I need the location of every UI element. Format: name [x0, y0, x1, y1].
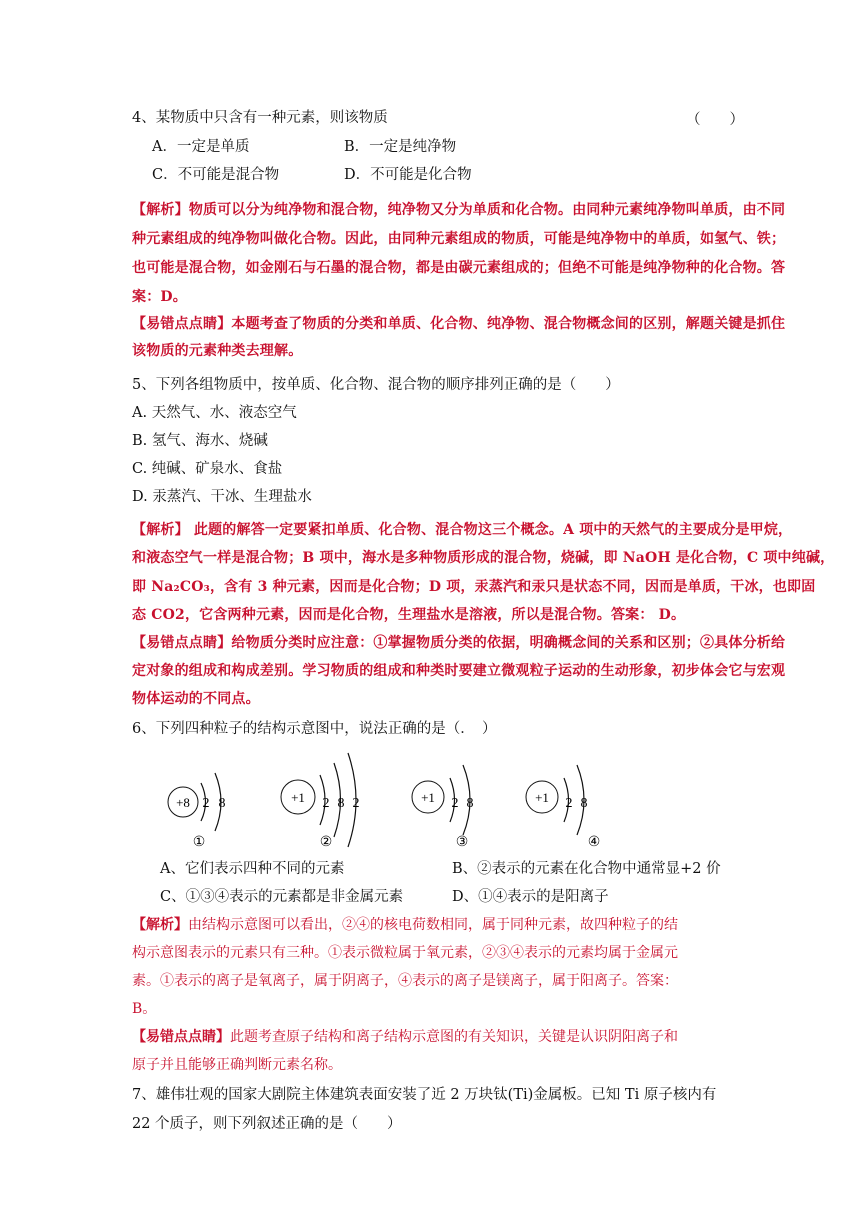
q4-analysis-line-2: 种元素组成的纯净物叫做化合物。因此，由同种元素组成的物质，可能是纯净物中的单质，如氢气、铁； [132, 231, 786, 247]
q5-analysis-line-2: 和液态空气一样是混合物；B 项中，海水是多种物质形成的混合物，烧碱，即 NaOH 是化合物，C 项中纯碱， [132, 550, 835, 566]
nucleus-charge-2: +1 [291, 790, 305, 805]
q5-analysis-line-3: 即 Na₂CO₃，含有 3 种元素，因而是化合物；D 项，汞蒸汽和汞只是状态不同，因而是单质，干冰，也即固 [132, 579, 816, 595]
q5-analysis-tag: 【解析】 [132, 522, 189, 538]
shell-count-2a: 2 [322, 796, 330, 811]
shell-count-2b: 8 [337, 796, 345, 811]
q4-analysis-line-4: 案：D。 [132, 289, 187, 305]
q5-analysis-line-4: 态 CO2，它含两种元素，因而是化合物，生理盐水是溶液，所以是混合物。答案： D。 [132, 607, 686, 623]
q5-tip-tag: 【易错点点睛】 [132, 635, 232, 651]
q6-option-b: B、②表示的元素在化合物中通常显+2 价 [452, 861, 721, 877]
q4-option-c: C．不可能是混合物 [152, 167, 280, 183]
q4-answer-paren: （ ） [686, 112, 744, 128]
q5-analysis-text-1: 此题的解答一定要紧扣单质、化合物、混合物这三个概念。A 项中的天然气的主要成分是甲烷， [188, 522, 793, 538]
diagram-label-1: ① [192, 835, 206, 850]
atom-diagram-2 [281, 753, 360, 850]
q6-analysis-text-1: 由结构示意图可以看出，②④的核电荷数相同，属于同种元素，故四种粒子的结 [188, 917, 678, 933]
q5-option-c: C. 纯碱、矿泉水、食盐 [132, 461, 283, 477]
diagram-label-3: ③ [455, 835, 469, 850]
q5-option-b: B. 氢气、海水、烧碱 [132, 433, 268, 449]
shell-count-1a: 2 [202, 796, 210, 811]
q4-analysis-tag: 【解析】 [132, 202, 189, 218]
q6-option-c: C、①③④表示的元素都是非金属元素 [160, 889, 404, 905]
q6-option-a: A、它们表示四种不同的元素 [160, 861, 345, 877]
q4-tip-tag: 【易错点点睛】 [132, 316, 232, 332]
shell-count-4a: 2 [565, 796, 573, 811]
nucleus-charge-4: +1 [535, 790, 549, 805]
q6-analysis-line-4: B。 [132, 1001, 157, 1017]
q6-tip-text-1: 此题考查原子结构和离子结构示意图的有关知识，关键是认识阴阳离子和 [230, 1029, 678, 1045]
atom-diagram-3 [412, 765, 474, 850]
q5-tip-line-2: 定对象的组成和构成差别。学习物质的组成和种类时要建立微观粒子运动的生动形象，初步体会它与宏观 [132, 663, 786, 679]
q7-stem-line-2: 22 个质子，则下列叙述正确的是（ ） [132, 1116, 402, 1132]
q5-tip-text-1: 给物质分类时应注意：①掌握物质分类的依据，明确概念间的关系和区别；②具体分析给 [231, 635, 786, 651]
q5-stem: 5、下列各组物质中，按单质、化合物、混合物的顺序排列正确的是（ ） [132, 377, 620, 393]
shell-count-1b: 8 [218, 796, 226, 811]
q4-stem: 4、某物质中只含有一种元素，则该物质 [132, 110, 388, 126]
q5-analysis-line-1 [132, 520, 792, 540]
q6-tip-tag: 【易错点点睛】 [132, 1029, 230, 1045]
q6-stem: 6、下列四种粒子的结构示意图中，说法正确的是（． ） [132, 721, 497, 737]
q4-option-b: B．一定是纯净物 [344, 139, 457, 155]
q4-tip-line-2: 该物质的元素种类去理解。 [132, 343, 303, 359]
q4-option-d: D．不可能是化合物 [344, 167, 472, 183]
nucleus-charge-3: +1 [421, 790, 435, 805]
shell-count-2c: 2 [352, 796, 360, 811]
q4-analysis-line-1 [132, 200, 785, 220]
q4-tip-line-1 [132, 314, 785, 334]
q4-tip-text-1: 本题考查了物质的分类和单质、化合物、纯净物、混合物概念间的区别，解题关键是抓住 [231, 316, 786, 332]
q6-analysis-line-2: 构示意图表示的元素只有三种。①表示微粒属于氧元素，②③④表示的元素均属于金属元 [132, 945, 678, 961]
diagram-label-4: ④ [587, 835, 601, 850]
q5-tip-line-3: 物体运动的不同点。 [132, 691, 260, 707]
q6-analysis-tag: 【解析】 [132, 917, 188, 933]
atom-diagram-1 [168, 773, 226, 850]
nucleus-charge-1: +8 [176, 795, 190, 810]
diagram-label-2: ② [319, 835, 333, 850]
q4-analysis-text-1: 物质可以分为纯净物和混合物，纯净物又分为单质和化合物。由同种元素纯净物叫单质，由不同 [188, 202, 786, 218]
q6-option-d: D、①④表示的是阳离子 [452, 889, 609, 905]
q6-analysis-line-3: 素。①表示的离子是氧离子，属于阴离子，④表示的离子是镁离子，属于阳离子。答案： [132, 973, 678, 989]
shell-count-3b: 8 [466, 796, 474, 811]
shell-count-4b: 8 [580, 796, 588, 811]
q6-analysis-line-1 [132, 915, 678, 935]
atomic-structure-diagrams [0, 745, 860, 855]
q7-stem-line-1: 7、雄伟壮观的国家大剧院主体建筑表面安装了近 2 万块钛(Ti)金属板。已知 Ti 原子核内有 [132, 1087, 717, 1103]
q4-analysis-line-3: 也可能是混合物，如金刚石与石墨的混合物，都是由碳元素组成的；但绝不可能是纯净物种的化合物。答 [132, 260, 786, 276]
q6-tip-line-2: 原子并且能够正确判断元素名称。 [132, 1057, 342, 1073]
shell-count-3a: 2 [451, 796, 459, 811]
q5-option-a: A. 天然气、水、液态空气 [132, 405, 297, 421]
q5-option-d: D. 汞蒸汽、干冰、生理盐水 [132, 489, 312, 505]
q6-tip-line-1 [132, 1027, 678, 1047]
atom-diagram-4 [526, 765, 600, 850]
q4-option-a: A．一定是单质 [152, 139, 250, 155]
q5-tip-line-1 [132, 633, 785, 653]
